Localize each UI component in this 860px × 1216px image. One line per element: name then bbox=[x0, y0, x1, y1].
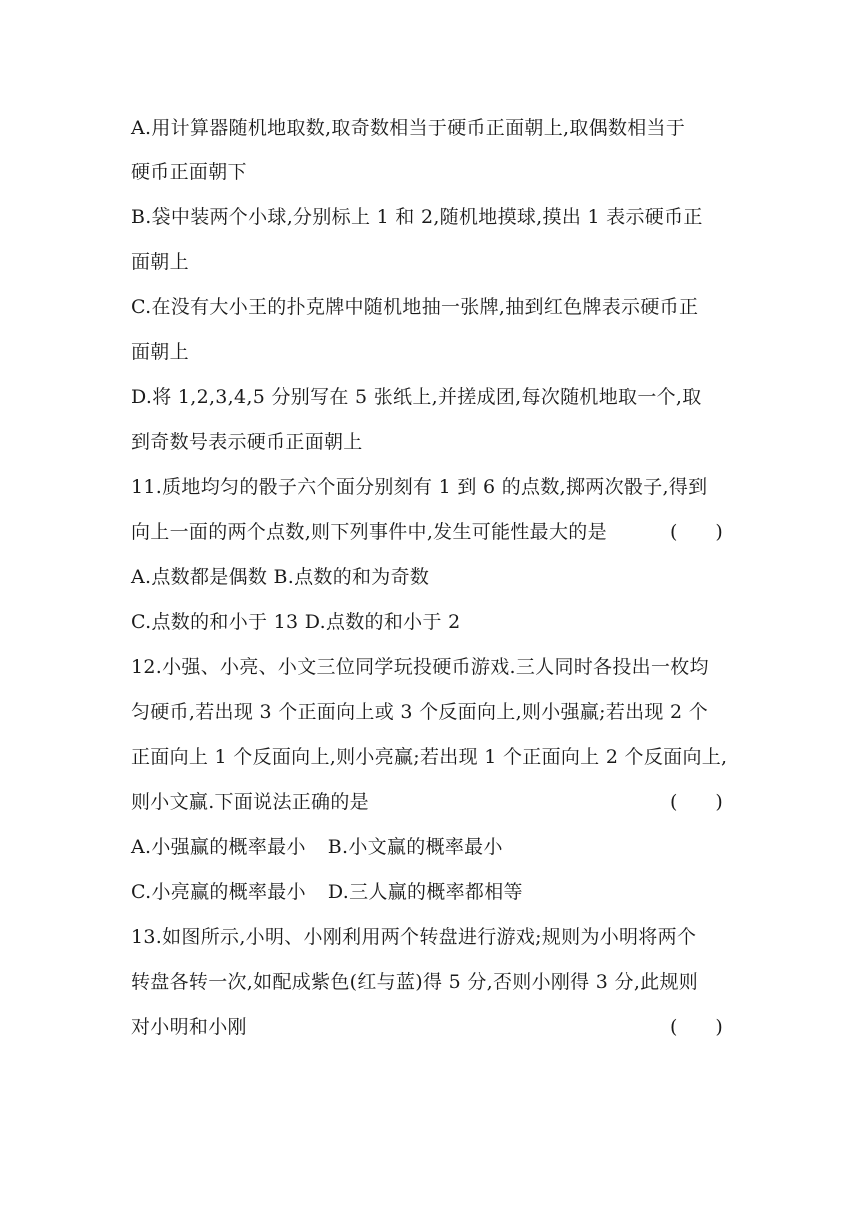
q12-options-ab bbox=[131, 834, 503, 860]
q10-option-a-line1: A.用计算器随机地取数,取奇数相当于硬币正面朝上,取偶数相当于 bbox=[131, 117, 686, 139]
q13-answer-bracket: ( ) bbox=[670, 1016, 723, 1038]
q12-option-a: A.小强赢的概率最小 bbox=[131, 836, 306, 858]
q12-stem-line1: 12.小强、小亮、小文三位同学玩投硬币游戏.三人同时各投出一枚均 bbox=[131, 656, 709, 678]
q12-option-b: B.小文赢的概率最小 bbox=[327, 836, 503, 858]
q12-option-c: C.小亮赢的概率最小 bbox=[131, 881, 306, 903]
q13-stem-line2: 转盘各转一次,如配成紫色(红与蓝)得 5 分,否则小刚得 3 分,此规则 bbox=[131, 971, 699, 993]
q11-options-cd: C.点数的和小于 13 D.点数的和小于 2 bbox=[131, 611, 461, 633]
q13-stem-line1: 13.如图所示,小明、小刚利用两个转盘进行游戏;规则为小明将两个 bbox=[131, 926, 697, 948]
q11-options-ab: A.点数都是偶数 B.点数的和为奇数 bbox=[131, 566, 430, 588]
q12-option-d: D.三人赢的概率都相等 bbox=[327, 881, 523, 903]
q12-options-cd bbox=[131, 879, 523, 905]
q10-option-c-line2: 面朝上 bbox=[131, 341, 189, 363]
q10-option-c-line1: C.在没有大小王的扑克牌中随机地抽一张牌,抽到红色牌表示硬币正 bbox=[131, 296, 699, 318]
q10-option-a-line2: 硬币正面朝下 bbox=[131, 161, 247, 183]
q13-stem-line3: 对小明和小刚 bbox=[131, 1016, 247, 1038]
q12-stem-line2: 匀硬币,若出现 3 个正面向上或 3 个反面向上,则小强赢;若出现 2 个 bbox=[131, 701, 709, 723]
q11-stem-line2: 向上一面的两个点数,则下列事件中,发生可能性最大的是 bbox=[131, 521, 607, 543]
q12-stem-line3: 正面向上 1 个反面向上,则小亮赢;若出现 1 个正面向上 2 个反面向上, bbox=[131, 746, 728, 768]
q10-option-d-line1: D.将 1,2,3,4,5 分别写在 5 张纸上,并搓成团,每次随机地取一个,取 bbox=[131, 386, 702, 408]
q12-stem-line4: 则小文赢.下面说法正确的是 bbox=[131, 791, 369, 813]
q11-stem-line1: 11.质地均匀的骰子六个面分别刻有 1 到 6 的点数,掷两次骰子,得到 bbox=[131, 476, 708, 498]
q11-answer-bracket: ( ) bbox=[670, 521, 723, 543]
q10-option-b-line1: B.袋中装两个小球,分别标上 1 和 2,随机地摸球,摸出 1 表示硬币正 bbox=[131, 206, 703, 228]
q10-option-b-line2: 面朝上 bbox=[131, 251, 189, 273]
q10-option-d-line2: 到奇数号表示硬币正面朝上 bbox=[131, 431, 363, 453]
q12-answer-bracket: ( ) bbox=[670, 791, 723, 813]
